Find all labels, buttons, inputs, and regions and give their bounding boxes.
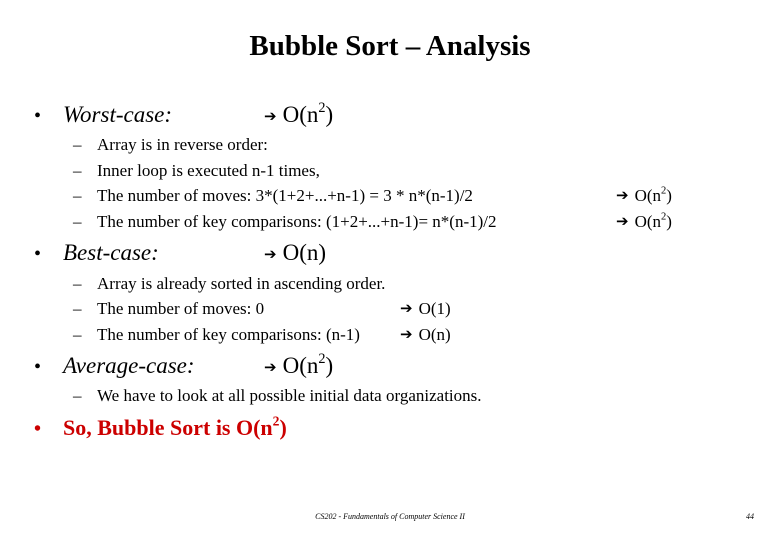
worst-comparisons-result [616, 212, 672, 232]
right-arrow-icon: ➔ [264, 358, 277, 376]
average-case-label: Average-case: [63, 353, 195, 378]
dash-icon: – [73, 386, 82, 405]
bullet-dot-icon: • [34, 243, 42, 265]
worst-comparisons-base: O(n [634, 212, 662, 231]
best-item-3: The number of key comparisons: (n-1) [97, 325, 360, 344]
right-arrow-icon: ➔ [616, 186, 629, 204]
average-complexity-close: ) [325, 353, 334, 378]
best-complexity-value: O(n) [282, 240, 327, 265]
conclusion-exponent: 2 [272, 413, 280, 429]
footer-course: CS202 - Fundamentals of Computer Science II [315, 512, 465, 521]
page-number: 44 [746, 512, 754, 521]
best-item-1: Array is already sorted in ascending order. [97, 274, 386, 293]
best-comparisons-result [400, 325, 451, 345]
best-case-label: Best-case: [63, 240, 159, 265]
dash-icon: – [73, 299, 82, 318]
average-complexity-exponent: 2 [318, 351, 326, 368]
conclusion-close: ) [279, 415, 287, 440]
worst-item-2: Inner loop is executed n-1 times, [97, 161, 320, 180]
average-case-complexity [264, 353, 333, 379]
right-arrow-icon: ➔ [264, 107, 277, 125]
dash-icon: – [73, 186, 82, 205]
average-complexity-base: O(n [282, 353, 319, 378]
worst-comparisons-close: ) [666, 212, 672, 231]
average-item-1: We have to look at all possible initial data organizations. [97, 386, 482, 405]
bullet-dot-icon: • [34, 105, 42, 127]
best-moves-result [400, 299, 451, 319]
worst-moves-result [616, 186, 672, 206]
worst-item-1: Array is in reverse order: [97, 135, 268, 154]
slide-title: Bubble Sort – Analysis [249, 30, 531, 62]
right-arrow-icon: ➔ [400, 325, 413, 343]
best-comparisons-value: O(n) [418, 325, 451, 344]
right-arrow-icon: ➔ [264, 245, 277, 263]
worst-case-complexity [264, 102, 333, 128]
right-arrow-icon: ➔ [616, 212, 629, 230]
worst-item-3: The number of moves: 3*(1+2+...+n-1) = 3 * n*(n-1)/2 [97, 186, 473, 205]
dash-icon: – [73, 212, 82, 231]
worst-moves-base: O(n [634, 186, 662, 205]
worst-moves-exponent: 2 [661, 185, 667, 197]
best-moves-value: O(1) [418, 299, 451, 318]
worst-moves-close: ) [666, 186, 672, 205]
right-arrow-icon: ➔ [400, 299, 413, 317]
best-case-complexity [264, 240, 326, 266]
worst-comparisons-exponent: 2 [661, 211, 667, 223]
worst-item-4: The number of key comparisons: (1+2+...+n-1)= n*(n-1)/2 [97, 212, 497, 231]
dash-icon: – [73, 325, 82, 344]
conclusion-text: So, Bubble Sort is O(n [63, 415, 273, 440]
dash-icon: – [73, 161, 82, 180]
conclusion [63, 415, 287, 441]
dash-icon: – [73, 135, 82, 154]
worst-complexity-close: ) [325, 102, 334, 127]
best-item-2: The number of moves: 0 [97, 299, 265, 318]
worst-case-label: Worst-case: [63, 102, 173, 127]
bullet-dot-icon: • [34, 418, 42, 440]
bullet-dot-icon: • [34, 356, 42, 378]
dash-icon: – [73, 274, 82, 293]
worst-complexity-exponent: 2 [318, 100, 326, 117]
worst-complexity-base: O(n [282, 102, 319, 127]
